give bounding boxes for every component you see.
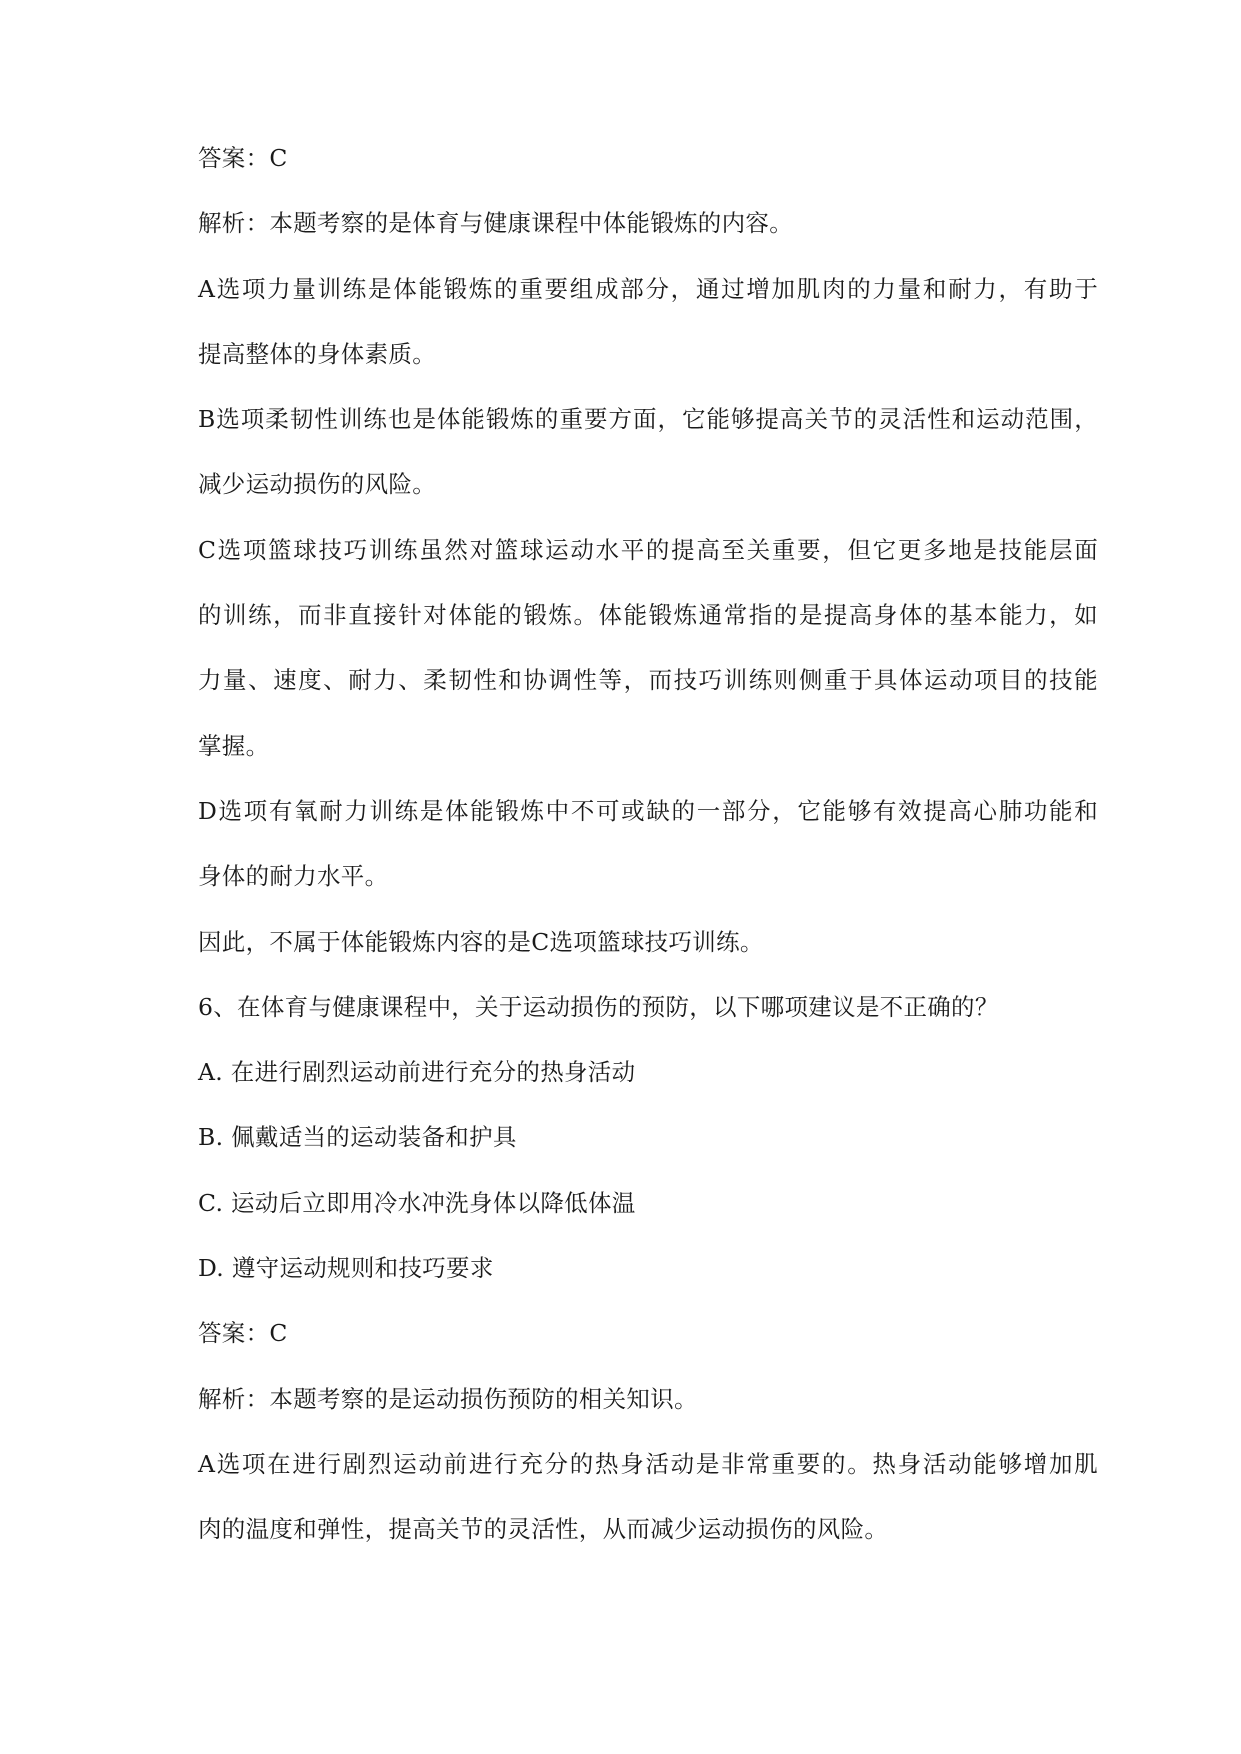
option-a-explanation: A选项力量训练是体能锻炼的重要组成部分，通过增加肌肉的力量和耐力，有助于 [198,274,1098,303]
option-d-explanation: D选项有氧耐力训练是体能锻炼中不可或缺的一部分，它能够有效提高心肺功能和 [198,796,1098,825]
question-6-option-a-explanation: A选项在进行剧烈运动前进行充分的热身活动是非常重要的。热身活动能够增加肌 [198,1449,1098,1478]
question-6-option-a: A. 在进行剧烈运动前进行充分的热身活动 [198,1058,636,1087]
question-6-analysis: 解析：本题考察的是运动损伤预防的相关知识。 [198,1384,698,1413]
option-a-explanation-cont: 提高整体的身体素质。 [198,339,436,368]
option-b-explanation-cont: 减少运动损伤的风险。 [198,470,436,499]
question-6-option-d: D. 遵守运动规则和技巧要求 [198,1254,494,1283]
question-6-option-a-explanation-cont: 肉的温度和弹性，提高关节的灵活性，从而减少运动损伤的风险。 [198,1515,889,1544]
question-6-answer: 答案：C [198,1319,288,1348]
option-c-explanation-cont-3: 掌握。 [198,731,270,760]
option-c-explanation-cont-2: 力量、速度、耐力、柔韧性和协调性等，而技巧训练则侧重于具体运动项目的技能 [198,666,1098,695]
question-6-stem: 6、在体育与健康课程中，关于运动损伤的预防，以下哪项建议是不正确的？ [198,992,999,1021]
conclusion-line: 因此，不属于体能锻炼内容的是C选项篮球技巧训练。 [198,927,764,956]
question-6-option-c: C. 运动后立即用冷水冲洗身体以降低体温 [198,1188,636,1217]
option-d-explanation-cont: 身体的耐力水平。 [198,862,389,891]
analysis-line: 解析：本题考察的是体育与健康课程中体能锻炼的内容。 [198,209,793,238]
answer-label: 答案：C [198,144,288,172]
option-c-explanation: C选项篮球技巧训练虽然对篮球运动水平的提高至关重要，但它更多地是技能层面 [198,535,1098,564]
option-b-explanation: B选项柔韧性训练也是体能锻炼的重要方面，它能够提高关节的灵活性和运动范围， [198,405,1098,434]
document-body [198,144,1098,1585]
option-c-explanation-cont-1: 的训练，而非直接针对体能的锻炼。体能锻炼通常指的是提高身体的基本能力，如 [198,601,1098,630]
question-6-option-b: B. 佩戴适当的运动装备和护具 [198,1123,517,1152]
